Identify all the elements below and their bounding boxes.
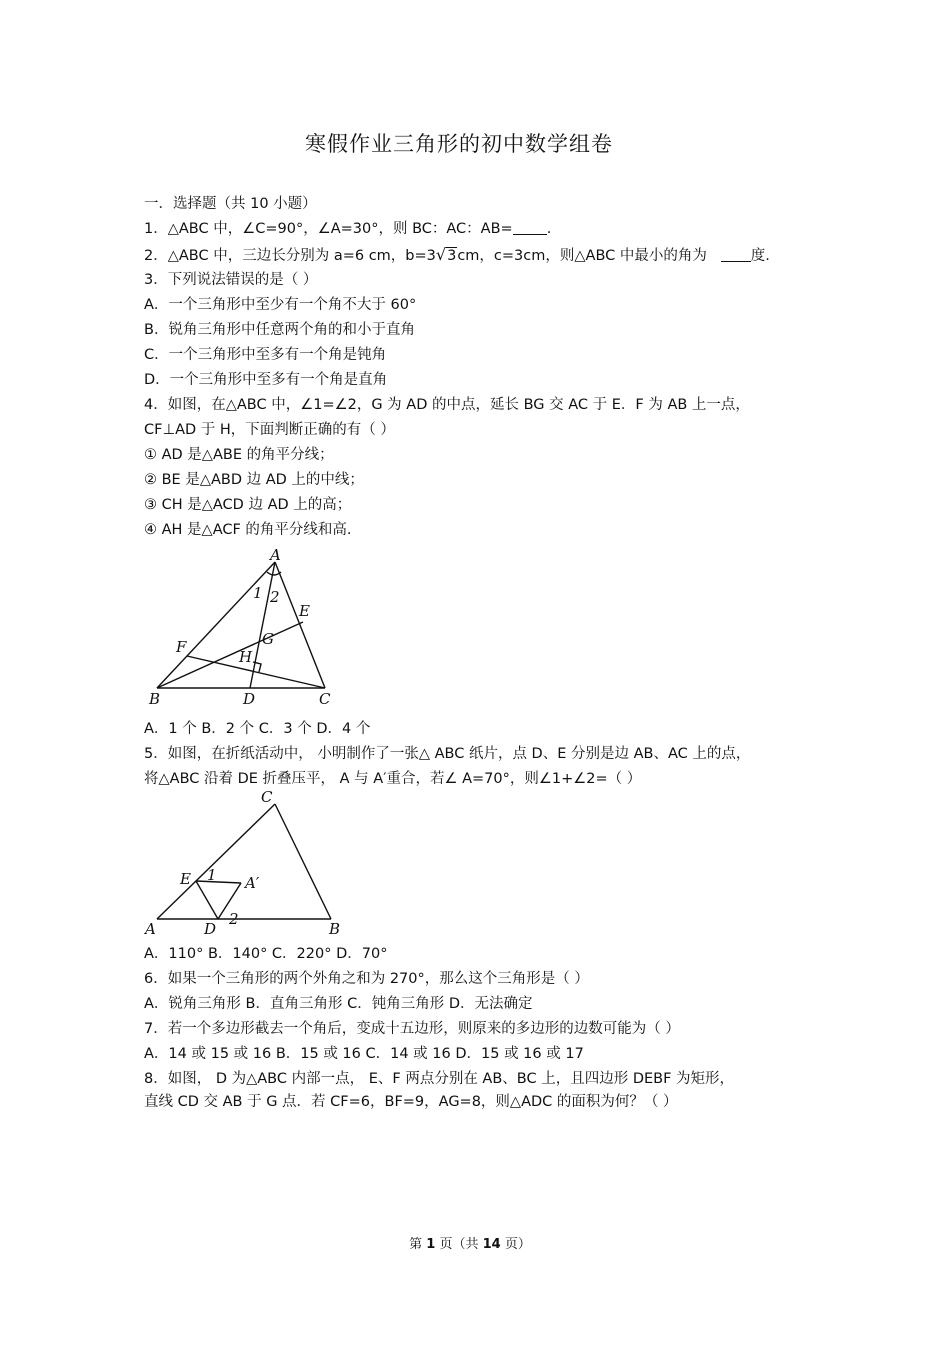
answer-blank [721, 247, 751, 262]
label-angle-2: 2 [229, 910, 239, 928]
label-d: D [204, 920, 217, 938]
figure-folded-triangle [143, 788, 353, 943]
question-7-options: A．14 或 15 或 16 B．15 或 16 C．14 或 16 D．15 或 16 或 17 [144, 1046, 584, 1062]
question-4-statement-3: ③ CH 是△ACD 边 AD 上的高； [144, 497, 352, 513]
label-f: F [176, 638, 187, 656]
label-angle-1: 1 [253, 584, 263, 602]
label-d: D [243, 690, 256, 708]
footer-total-pages: 14 [482, 1237, 501, 1252]
page-title: 寒假作业三角形的初中数学组卷 [305, 132, 613, 156]
label-e: E [299, 602, 310, 620]
label-angle-1: 1 [207, 866, 217, 884]
question-4-line-1: 4．如图，在△ABC 中，∠1=∠2，G 为 AD 的中点，延长 BG 交 AC 于 E．F 为 AB 上一点， [144, 397, 750, 413]
question-3-option-b: B．锐角三角形中任意两个角的和小于直角 [144, 322, 415, 338]
question-6: 6．如果一个三角形的两个外角之和为 270°，那么这个三角形是（ ） [144, 971, 589, 987]
question-4-line-2: CF⊥AD 于 H，下面判断正确的有（ ） [144, 422, 395, 438]
question-3-option-d: D．一个三角形中至多有一个角是直角 [144, 372, 388, 388]
label-h: H [239, 648, 253, 666]
question-4-statement-1: ① AD 是△ABE 的角平分线； [144, 447, 334, 463]
question-4-statement-4: ④ AH 是△ACF 的角平分线和高. [144, 522, 352, 538]
page-footer [0, 1233, 940, 1252]
question-8-line-2: 直线 CD 交 AB 于 G 点．若 CF=6，BF=9，AG=8，则△ADC 的面积为何？（ ） [144, 1094, 678, 1110]
label-a: A [145, 920, 156, 938]
label-angle-2: 2 [270, 588, 280, 606]
segment-ea-prime [196, 881, 241, 883]
footer-page-number: 1 [426, 1237, 436, 1252]
question-4-statement-2: ② BE 是△ABD 边 AD 上的中线； [144, 472, 364, 488]
label-b: B [149, 690, 161, 708]
label-a-prime: A′ [245, 874, 260, 892]
question-5-line-2: 将△ABC 沿着 DE 折叠压平， A 与 A′重合，若∠ A=70°，则∠1+∠2=（ ） [144, 771, 642, 787]
question-1-text: 1．△ABC 中，∠C=90°，∠A=30°，则 BC：AC：AB= [144, 221, 513, 237]
side-bc [275, 804, 331, 919]
label-g: G [262, 630, 274, 648]
question-4-options: A．1 个 B．2 个 C．3 个 D．4 个 [144, 721, 371, 737]
question-5-options: A．110° B．140° C．220° D．70° [144, 946, 388, 962]
question-8-line-1: 8．如图， D 为△ABC 内部一点， E、F 两点分别在 AB、BC 上，且四边形 DEBF 为矩形， [144, 1071, 735, 1087]
label-e: E [180, 870, 191, 888]
side-ac [157, 804, 275, 919]
footer-suffix: 页） [504, 1237, 531, 1252]
question-2 [144, 245, 770, 266]
question-5-line-1: 5．如图，在折纸活动中， 小明制作了一张△ ABC 纸片，点 D、E 分别是边 AB、AC 上的点， [144, 746, 751, 762]
question-7: 7．若一个多边形截去一个角后，变成十五边形，则原来的多边形的边数可能为（ ） [144, 1021, 680, 1037]
label-a: A [270, 548, 281, 564]
figure-triangle-abc [143, 548, 343, 713]
label-c: C [261, 788, 273, 806]
question-3-option-a: A．一个三角形中至少有一个角不大于 60° [144, 297, 417, 313]
footer-middle: 页（共 [439, 1237, 479, 1252]
fold-line-de [196, 881, 218, 919]
side-ac [275, 562, 325, 688]
footer-prefix: 第 [409, 1237, 423, 1252]
label-c: C [319, 690, 331, 708]
question-2-end: 度. [750, 248, 770, 264]
answer-blank [513, 220, 547, 235]
sqrt-icon: √ [435, 245, 447, 264]
segment-ad [250, 562, 275, 688]
question-3: 3．下列说法错误的是（ ） [144, 272, 318, 288]
question-2-text-b: cm，c=3cm，则△ABC 中最小的角为 [457, 248, 707, 264]
question-1-end: . [546, 221, 552, 237]
question-6-options: A．锐角三角形 B．直角三角形 C．钝角三角形 D．无法确定 [144, 996, 533, 1012]
question-2-text: 2．△ABC 中，三边长分别为 a=6 cm，b=3 [144, 248, 436, 264]
question-3-option-c: C．一个三角形中至多有一个角是钝角 [144, 347, 387, 363]
side-ab [157, 562, 275, 688]
label-b: B [329, 920, 341, 938]
question-1 [144, 219, 551, 239]
sqrt-radicand: 3 [447, 248, 457, 264]
section-heading: 一．选择题（共 10 小题） [144, 196, 317, 212]
